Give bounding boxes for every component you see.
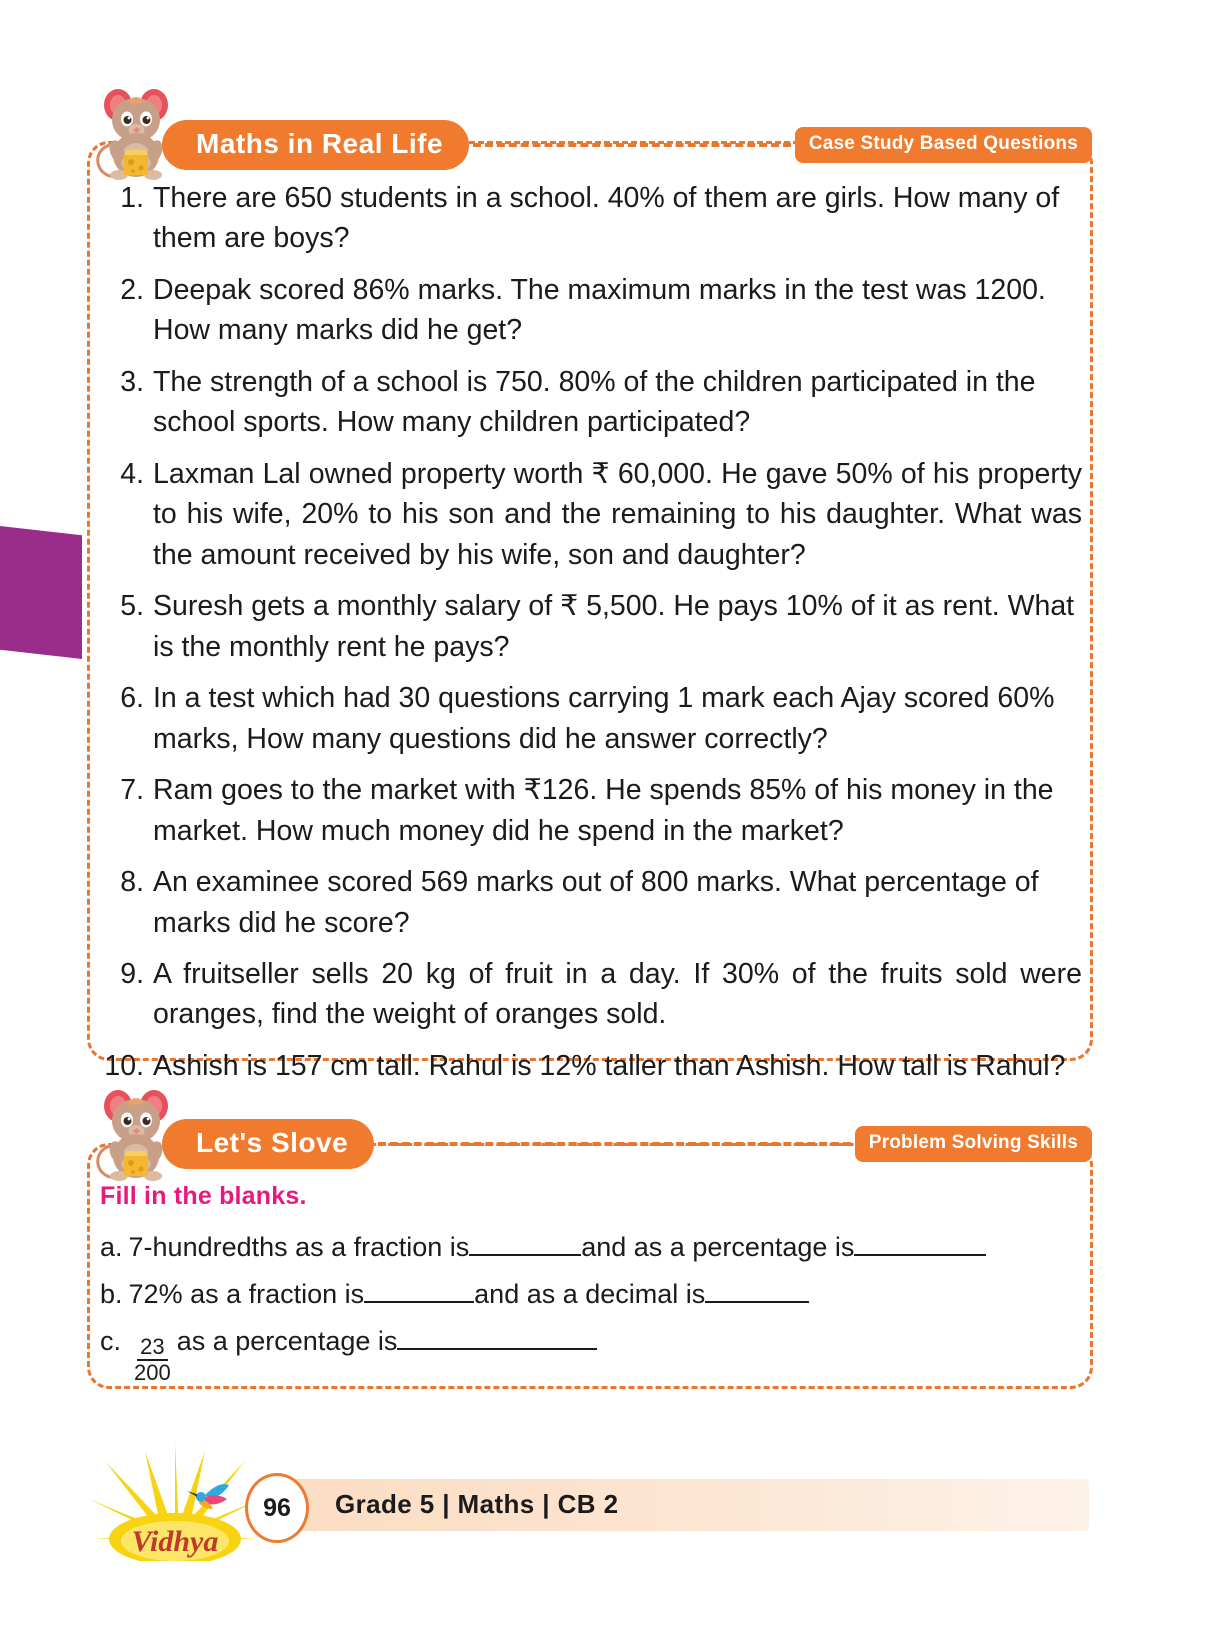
fill-in-the-blanks-list xyxy=(100,1228,1080,1389)
question-text: An examinee scored 569 marks out of 800 marks. What percentage of marks did he score? xyxy=(153,866,1039,939)
badge-problem-solving-skills: Problem Solving Skills xyxy=(855,1126,1092,1162)
question-text: In a test which had 30 questions carrying 1 mark each Ajay scored 60% marks, How many questions did he answer correctly? xyxy=(153,682,1055,755)
svg-text:Vidhya: Vidhya xyxy=(131,1525,219,1558)
question-item xyxy=(100,678,1082,759)
fill-blank-item-a xyxy=(100,1228,1080,1267)
page-footer xyxy=(87,1443,1097,1563)
mouse-with-cheese-icon xyxy=(92,1084,178,1182)
item-text-part1: as a percentage is xyxy=(176,1326,398,1357)
item-text-part1: 7-hundredths as a fraction is xyxy=(128,1232,470,1262)
question-text: Ashish is 157 cm tall. Rahul is 12% taller than Ashish. How tall is Rahul? xyxy=(153,1049,1066,1082)
question-number: 3. xyxy=(120,365,144,398)
question-text: The strength of a school is 750. 80% of the children participated in the school sports. How many children participated? xyxy=(153,365,1036,439)
answer-blank[interactable] xyxy=(469,1254,581,1256)
question-number: 7. xyxy=(120,774,144,807)
question-item xyxy=(100,586,1082,667)
mouse-with-cheese-icon xyxy=(92,83,178,181)
answer-blank[interactable] xyxy=(364,1301,474,1303)
fill-blank-item-b xyxy=(100,1275,1080,1314)
fraction-denominator: 200 xyxy=(134,1360,171,1386)
question-number: 8. xyxy=(120,866,144,899)
question-number: 4. xyxy=(120,457,144,490)
question-number: 2. xyxy=(120,273,144,306)
page-edge-tab xyxy=(0,526,82,659)
question-item xyxy=(100,454,1082,575)
page-number-badge: 96 xyxy=(245,1473,309,1543)
fill-blank-item-c xyxy=(100,1322,1080,1386)
question-number: 6. xyxy=(120,682,144,715)
item-letter: b. xyxy=(100,1279,123,1310)
vidhya-logo xyxy=(87,1443,263,1561)
lets-slove-header xyxy=(92,1115,1092,1173)
section-title-lets-slove: Let's Slove xyxy=(162,1119,374,1169)
badge-case-study-based-questions: Case Study Based Questions xyxy=(795,127,1092,163)
answer-blank[interactable] xyxy=(705,1301,809,1303)
question-item xyxy=(100,1046,1082,1086)
item-letter: c. xyxy=(100,1326,122,1357)
item-text-part2: and as a percentage is xyxy=(581,1232,855,1262)
question-item xyxy=(100,362,1082,443)
item-text-part2: and as a decimal is xyxy=(474,1279,706,1310)
fraction-numerator: 23 xyxy=(137,1335,167,1361)
question-number: 5. xyxy=(120,590,144,623)
answer-blank[interactable] xyxy=(854,1254,986,1256)
question-number: 1. xyxy=(120,182,144,214)
footer-label: Grade 5 | Maths | CB 2 xyxy=(335,1489,619,1519)
fraction-23-over-200 xyxy=(131,1335,174,1385)
question-text: Ram goes to the market with ₹126. He spends 85% of his money in the market. How much money did he spend in the market? xyxy=(153,774,1054,847)
answer-blank[interactable] xyxy=(397,1348,597,1350)
question-text: There are 650 students in a school. 40% of them are girls. How many of them are boys? xyxy=(153,182,1060,255)
header-dashed-rule xyxy=(473,143,791,147)
question-number: 9. xyxy=(120,957,144,990)
question-text: Suresh gets a monthly salary of ₹ 5,500. He pays 10% of it as rent. What is the monthly rent he pays? xyxy=(153,590,1075,663)
item-letter: a. xyxy=(100,1232,123,1262)
question-item xyxy=(100,862,1082,943)
question-text: A fruitseller sells 20 kg of fruit in a day. If 30% of the fruits sold were oranges, find the weight of oranges sold. xyxy=(153,957,1082,1031)
question-list xyxy=(100,178,1082,1097)
question-text: Laxman Lal owned property worth ₹ 60,000. He gave 50% of his property to his wife, 20% to his son and the remaining to his daughter. What was the amount received by his wife, son and daughter? xyxy=(153,457,1082,571)
question-text: Deepak scored 86% marks. The maximum marks in the test was 1200. How many marks did he get? xyxy=(153,273,1046,347)
header-dashed-rule xyxy=(378,1142,851,1146)
fill-in-the-blanks-heading: Fill in the blanks. xyxy=(100,1182,307,1210)
question-item xyxy=(100,954,1082,1035)
question-item xyxy=(100,178,1082,259)
item-text-part1: 72% as a fraction is xyxy=(128,1279,365,1310)
maths-in-real-life-header xyxy=(92,116,1092,174)
section-title-maths-in-real-life: Maths in Real Life xyxy=(162,120,469,170)
question-number: 10. xyxy=(104,1049,144,1082)
question-item xyxy=(100,270,1082,351)
question-item xyxy=(100,770,1082,851)
